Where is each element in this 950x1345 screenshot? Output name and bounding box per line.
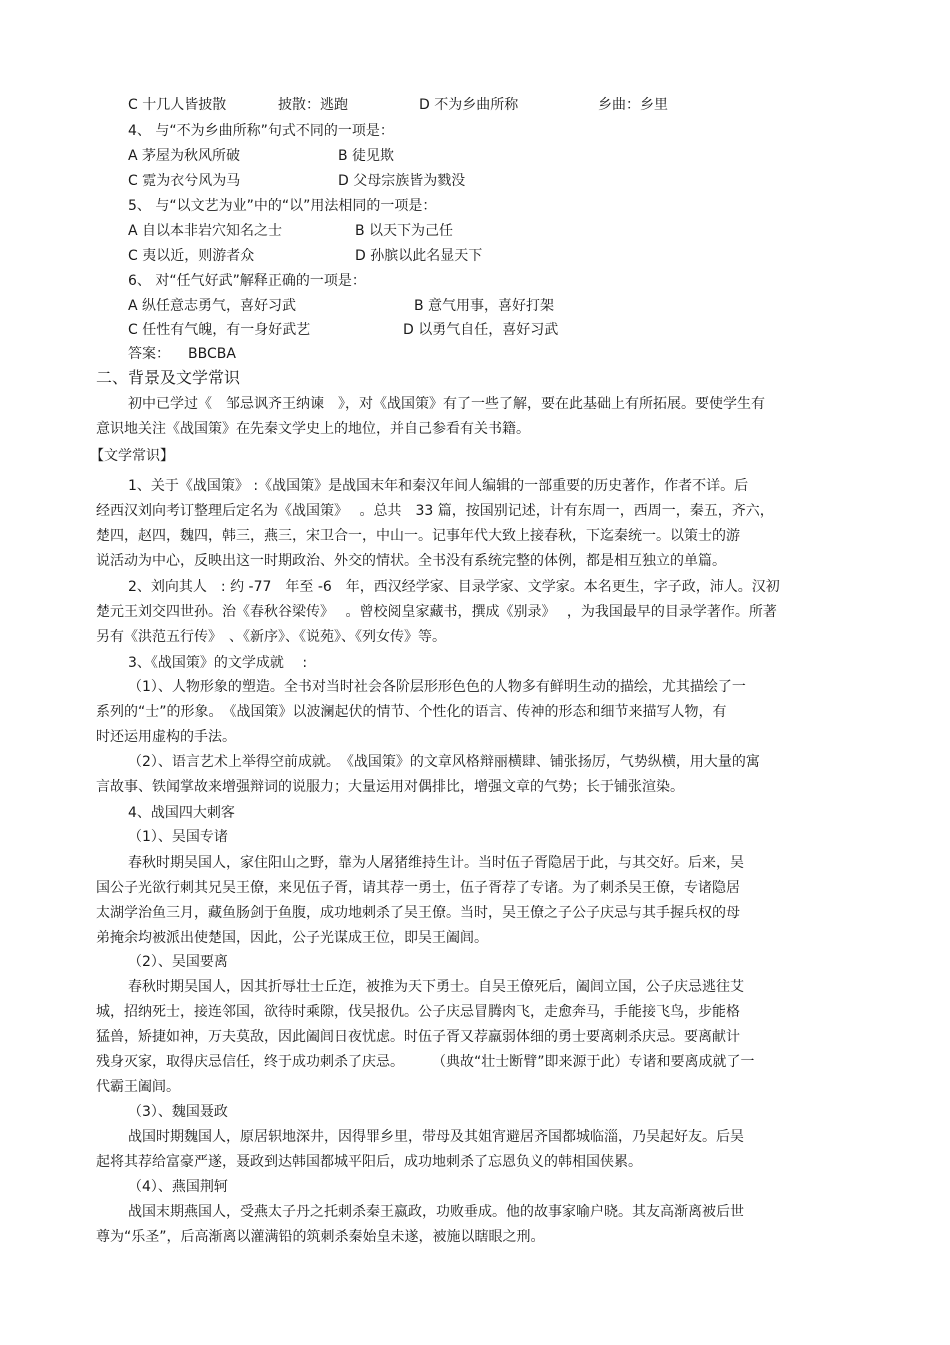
q4-stem: 4、 与“不为乡曲所称”句式不同的一项是： [128,123,394,139]
item1-line: 说活动为中心，反映出这一时期政治、外交的情状。全书没有系统完整的体例，都是相互独立的单篇。 [96,553,726,569]
item2-line: 2、刘向其人 : 约 -77 年至 -6 年，西汉经学家、目录学家、文学家。本名更生，字子政，沛人。汉初 [128,579,780,595]
assassin2-line: 代霸王阖闾。 [96,1079,180,1095]
q6-option-b: B 意气用事，喜好打架 [414,298,555,314]
assassin2-line: 城，招纳死士，接连邻国，欲待时乘隙，伐吴报仇。公子庆忌冒腾肉飞，走愈奔马，手能接飞鸟，步能格 [96,1004,740,1020]
q6-option-c: C 任性有气魄，有一身好武艺 [128,322,311,338]
assassin1-line: 春秋时期吴国人，家住阳山之野，靠为人屠猪维持生计。当时伍子胥隐居于此，与其交好。后来，吴 [128,855,744,871]
q5-option-d: D 孙膑以此名显天下 [355,248,483,264]
q6-stem: 6、 对“任气好武”解释正确的一项是： [128,273,366,289]
q4-option-c: C 霓为衣兮风为马 [128,173,241,189]
item1-line: 1、关于《战国策》 :《战国策》是战国末年和秦汉年间人编辑的一部重要的历史著作，作者不详。后 [128,478,749,494]
item3-2-line: （2）、语言艺术上举得空前成就。 《战国策》的文章风格辩丽横肆、铺张扬厉，气势纵横，用大量的寓 [128,754,760,770]
q5-option-b: B 以天下为己任 [355,223,454,239]
assassin4-title: （4）、燕国荆轲 [128,1179,228,1195]
item3-1-line: （1）、人物形象的塑造。全书对当时社会各阶层形形色色的人物多有鲜明生动的描绘，尤其描绘了一 [128,679,746,695]
item4-title: 4、战国四大刺客 [128,805,235,821]
q6-option-a: A 纵任意志勇气，喜好习武 [128,298,297,314]
item3-1-line: 系列的“士”的形象。 《战国策》以波澜起伏的情节、个性化的语言、传神的形态和细节来描写人物，有 [96,704,727,720]
assassin1-title: （1）、吴国专诸 [128,829,228,845]
q3-option-d: D 不为乡曲所称 [419,97,519,113]
assassin3-title: （3）、魏国聂政 [128,1104,228,1120]
item1-line: 经西汉刘向考订整理后定名为《战国策》 。总共 33 篇，按国别记述，计有东周一，西周一，秦五，齐六， [96,503,774,519]
answer-value: BBCBA [188,346,236,362]
assassin3-line: 起将其荐给富豪严遂，聂政到达韩国都城平阳后，成功地刺杀了忘恩负义的韩相国侠累。 [96,1154,642,1170]
q5-option-c: C 夷以近，则游者众 [128,248,255,264]
item3-1-line: 时还运用虚构的手法。 [96,729,236,745]
q4-option-a: A 茅屋为秋风所破 [128,148,241,164]
assassin1-line: 太湖学治鱼三月，藏鱼肠剑于鱼腹，成功地刺杀了吴王僚。当时，吴王僚之子公子庆忌与其手握兵权的母 [96,905,740,921]
intro-line: 初中已学过《 邹忌讽齐王纳谏 》，对《战国策》有了一些了解，要在此基础上有所拓展。要使学生有 [128,396,765,412]
section2-heading: 二、背景及文学常识 [96,368,241,387]
item3-2-line: 言故事、铁闻掌故来增强辩词的说服力；大量运用对偶排比，增强文章的气势；长于铺张渲染。 [96,779,684,795]
q6-option-d: D 以勇气自任，喜好习武 [403,322,559,338]
item2-line: 另有《洪范五行传》 、《新序》、《说苑》、《列女传》等。 [96,629,446,645]
assassin2-line: 猛兽，矫捷如神，万夫莫敌，因此阖闾日夜忧虑。时伍子胥又荐羸弱体细的勇士要离刺杀庆忌。要离献计 [96,1029,740,1045]
q5-option-a: A 自以本非岩穴知名之士 [128,223,283,239]
q3-option-c: C 十几人皆披散 [128,97,227,113]
assassin4-line: 战国末期燕国人，受燕太子丹之托刺杀秦王嬴政，功败垂成。他的故事家喻户晓。其友高渐离被后世 [128,1204,744,1220]
answer-label: 答案： [128,346,170,362]
item3-title: 3、《战国策》的文学成就 : [128,655,308,671]
assassin3-line: 战国时期魏国人，原居轵地深井，因得罪乡里，带母及其姐宵避居齐国都城临淄，乃吴起好友。后吴 [128,1129,744,1145]
assassin2-line: 残身灭家，取得庆忌信任，终于成功刺杀了庆忌。 （典故“壮士断臂”即来源于此）专诸和要离成就了一 [96,1054,755,1070]
intro-line: 意识地关注《战国策》在先秦文学史上的地位，并自己参看有关书籍。 [96,421,530,437]
q4-option-d: D 父母宗族皆为戮没 [338,173,466,189]
assassin2-line: 春秋时期吴国人，因其折辱壮士丘迮，被推为天下勇士。自吴王僚死后，阖闾立国，公子庆忌逃往艾 [128,979,744,995]
lit-knowledge-subheading: 【文学常识】 [90,448,174,464]
assassin4-line: 尊为“乐圣”，后高渐离以灌满铅的筑刺杀秦始皇未遂，被施以瞎眼之刑。 [96,1229,545,1245]
q3-option-c-note: 披散：逃跑 [278,97,348,113]
item2-line: 楚元王刘交四世孙。治《春秋谷梁传》 。曾校阅皇家藏书，撰成《别录》 ，为我国最早的目录学著作。所著 [96,604,777,620]
item1-line: 楚四，赵四，魏四，韩三，燕三，宋卫合一，中山一。记事年代大致上接春秋，下迄秦统一。以策士的游 [96,528,740,544]
q5-stem: 5、 与“以文艺为业”中的“以”用法相同的一项是： [128,198,437,214]
assassin2-title: （2）、吴国要离 [128,954,228,970]
q4-option-b: B 徒见欺 [338,148,395,164]
q3-option-d-note: 乡曲：乡里 [598,97,668,113]
assassin1-line: 弟掩余均被派出使楚国，因此，公子光谋成王位，即吴王阖闾。 [96,930,488,946]
assassin1-line: 国公子光欲行刺其兄吴王僚，来见伍子胥，请其荐一勇士，伍子胥荐了专诸。为了刺杀吴王僚，专诸隐居 [96,880,740,896]
